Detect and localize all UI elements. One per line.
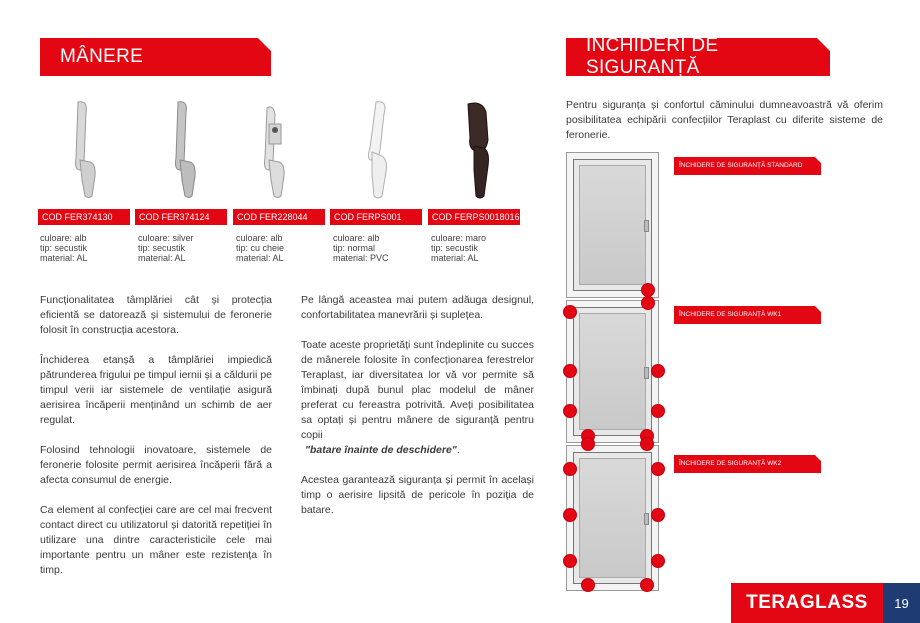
lock-point-icon (652, 463, 664, 475)
code-label: COD FER228044 (233, 209, 325, 225)
lock-point-icon (582, 438, 594, 450)
spec-type: tip: normal (333, 243, 376, 253)
paragraph: Ca element al confecției care are cel mai frecvent contact direct cu utilizatorul și datorită repetiției în utilizare una dintre caracteristicile cele mai importante pentru un mâner este rezistența în timp. (40, 504, 272, 576)
window-standard (566, 152, 659, 298)
spec-material: material: PVC (333, 253, 389, 263)
corner-fold (815, 455, 821, 461)
window-wk1 (566, 300, 659, 443)
handle-spec (431, 233, 486, 263)
handle-image-silver (158, 100, 218, 200)
spec-material: material: AL (40, 253, 88, 263)
lock-point-icon (652, 365, 664, 377)
handle-spec (333, 233, 389, 263)
paragraph: Funcționalitatea tâmplăriei cât și protecția eficientă se datorează și sistemului de feronerie folosit în construcția acestora. (40, 294, 272, 336)
spec-type: tip: secustik (431, 243, 479, 253)
paragraph: Toate aceste proprietăți sunt îndeplinite cu succes de mânerele folosite în confecționarea ferestrelor Teraplast, iar diversitatea lor vă vor permite să îmbinați după bunul plac modelul de mâner preferat cu fereastra potrivită. Aveți posibilitatea sa optați și pentru mânere de siguranță pentru copii (301, 339, 534, 441)
corner-fold (817, 38, 830, 51)
lock-point-icon (652, 509, 664, 521)
tag-wk1 (674, 306, 821, 324)
tag-label: ÎNCHIDERE DE SIGURANȚĂ STANDARD (679, 162, 803, 169)
spec-color: culoare: silver (138, 233, 194, 243)
handle-image-pvc (352, 100, 412, 200)
paragraph: Închiderea etanșă a tâmplăriei impiedică pătrunderea frigului pe timpul iernii și a căldurii pe timpul verii iar sistemele de ventilație asigură aerisirea încăperii menținând un schimb de aer regulat. (40, 354, 272, 426)
lock-point-icon (642, 297, 654, 309)
window-handle-icon (644, 220, 649, 232)
lock-point-icon (642, 284, 654, 296)
paragraph: Pe lângă aceastea mai putem adăuga designul, confortabilitatea manevrării și suplețea. (301, 294, 534, 321)
page-number (883, 583, 920, 623)
code-label: COD FERPS001 (330, 209, 422, 225)
paragraph: Acestea garantează siguranța și permit în același timp o aerisire lipsită de pericole în poziția de batare. (301, 474, 534, 516)
window-handle-icon (644, 513, 649, 525)
spec-type: tip: cu cheie (236, 243, 285, 253)
lock-point-icon (564, 405, 576, 417)
tag-label: ÎNCHIDERE DE SIGURANȚĂ WK2 (679, 460, 782, 467)
paragraph: Pentru siguranța și confortul căminului dumneavoastră vă oferim posibilitatea echipării confecțiilor Teraplast cu diferite sisteme de feronerie. (566, 99, 883, 141)
corner-fold (815, 157, 821, 163)
lock-point-icon (652, 555, 664, 567)
section-title-text: MÂNERE (60, 46, 144, 67)
handle-spec (138, 233, 194, 263)
lock-point-icon (652, 405, 664, 417)
lock-point-icon (582, 579, 594, 591)
section-title-inchideri (566, 35, 830, 78)
lock-point-icon (564, 306, 576, 318)
handle-image-key (255, 100, 315, 200)
body-column-1 (40, 293, 272, 593)
spec-color: culoare: alb (236, 233, 283, 243)
lock-point-icon (564, 365, 576, 377)
tag-label: ÎNCHIDERE DE SIGURANȚĂ WK1 (679, 311, 782, 318)
spec-color: culoare: maro (431, 233, 487, 243)
handle-spec (236, 233, 284, 263)
handle-spec (40, 233, 88, 263)
tag-wk2 (674, 455, 821, 473)
section-title-text: ÎNCHIDERI DE SIGURANȚĂ (586, 35, 719, 78)
lock-point-icon (564, 509, 576, 521)
lock-point-icon (564, 555, 576, 567)
handle-image-white (62, 100, 122, 200)
section-title-manere (40, 38, 271, 76)
handle-image-brown (448, 100, 508, 200)
lock-point-icon (641, 438, 653, 450)
corner-fold (815, 306, 821, 312)
lock-point-icon (641, 579, 653, 591)
intro-text (566, 98, 883, 158)
brand-text: TERAGLASS (746, 592, 868, 613)
code-label: COD FER374130 (38, 209, 130, 225)
spec-material: material: AL (138, 253, 186, 263)
brand-logo (731, 583, 883, 623)
spec-color: culoare: alb (40, 233, 87, 243)
page-number-text: 19 (894, 595, 909, 611)
spec-type: tip: secustik (138, 243, 186, 253)
window-handle-icon (644, 367, 649, 379)
body-column-2 (301, 293, 534, 533)
spec-material: material: AL (236, 253, 284, 263)
corner-fold (258, 38, 271, 51)
window-wk2 (566, 445, 659, 591)
code-label: COD FER374124 (135, 209, 227, 225)
emphasis-suffix: . (456, 444, 460, 456)
emphasis-text: "batare înainte de deschidere" (305, 444, 457, 456)
lock-point-icon (564, 463, 576, 475)
tag-standard (674, 157, 821, 175)
spec-color: culoare: alb (333, 233, 380, 243)
paragraph: Folosind tehnologii inovatoare, sistemele de feronerie folosite permit aerisirea încăperii fără a afecta consumul de energie. (40, 444, 272, 486)
spec-type: tip: secustik (40, 243, 88, 253)
code-label: COD FERPS0018016 (428, 209, 520, 225)
spec-material: material: AL (431, 253, 479, 263)
